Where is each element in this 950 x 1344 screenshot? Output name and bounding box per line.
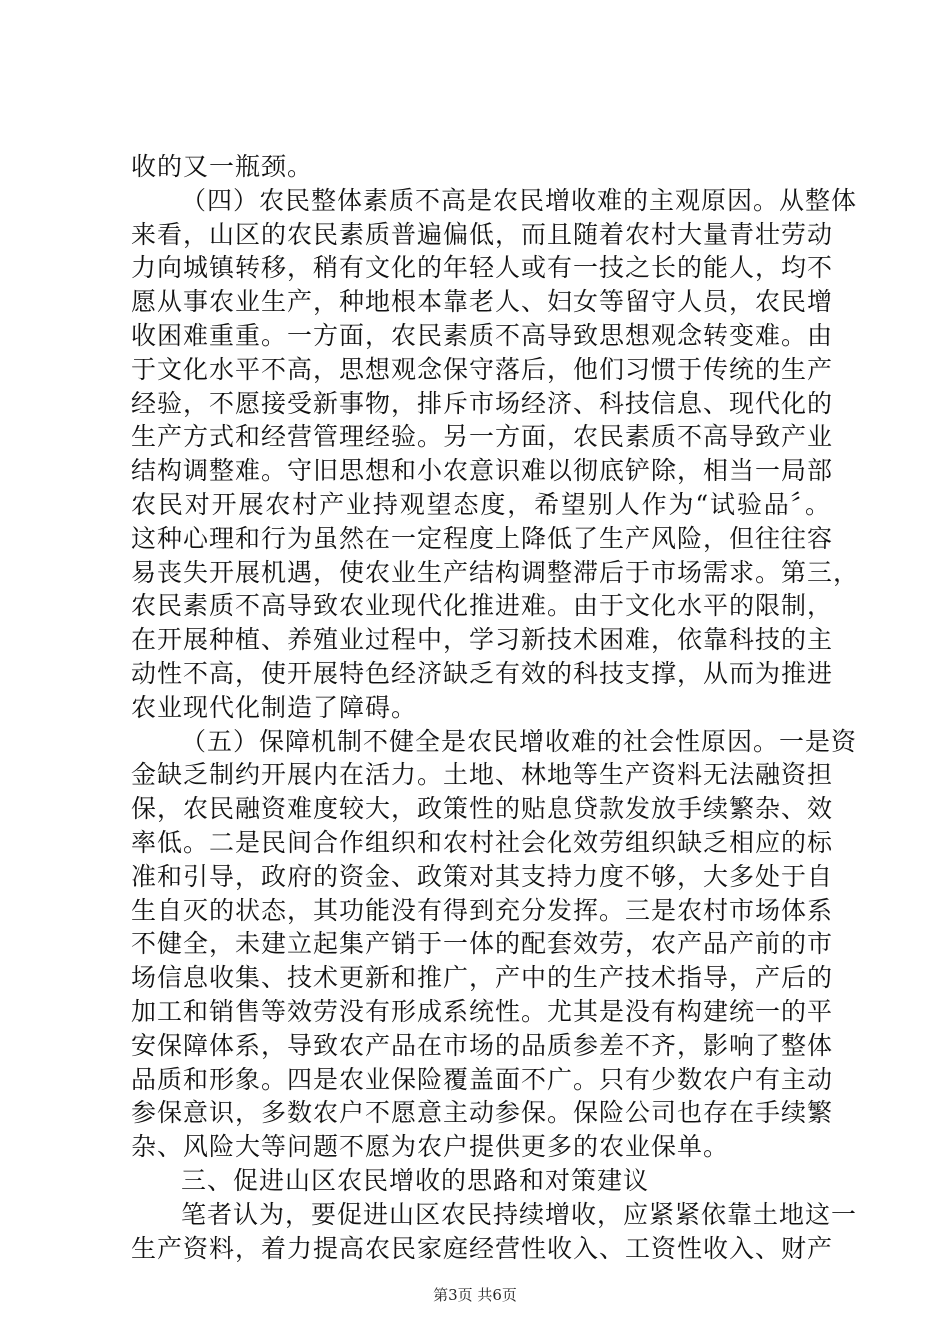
document-body bbox=[131, 150, 860, 1265]
text-line: 准和引导，政府的资金、政策对其支持力度不够，大多处于自 bbox=[131, 861, 834, 891]
text-line: 收的又一瓶颈。 bbox=[131, 152, 314, 181]
text-line: 易丧失开展机遇，使农业生产结构调整滞后于市场需求。第三， bbox=[131, 557, 860, 587]
text-line: 杂、风险大等问题不愿为农户提供更多的农业保单。 bbox=[131, 1132, 730, 1162]
text-line: 金缺乏制约开展内在活力。土地、林地等生产资料无法融资担 bbox=[131, 760, 834, 790]
text-line: 力向城镇转移，稍有文化的年轻人或有一技之长的能人，均不 bbox=[131, 253, 834, 283]
text-line: 农业现代化制造了障碍。 bbox=[131, 692, 418, 722]
text-line: 安保障体系，导致农产品在市场的品质参差不齐，影响了整体 bbox=[131, 1030, 834, 1060]
text-line: 品质和形象。四是农业保险覆盖面不广。只有少数农户有主动 bbox=[131, 1064, 834, 1094]
text-line: 在开展种植、养殖业过程中，学习新技术困难，依靠科技的主 bbox=[131, 625, 834, 655]
text-line: 农民对开展农村产业持观望态度，希望别人作为“试验品〞。 bbox=[131, 489, 831, 519]
text-line: 生产资料，着力提高农民家庭经营性收入、工资性收入、财产 bbox=[131, 1233, 834, 1263]
text-line: 不健全，未建立起集产销于一体的配套效劳，农产品产前的市 bbox=[131, 929, 834, 959]
paragraph-heading-4: （四）农民整体素质不高是农民增收难的主观原因。从整体 bbox=[181, 185, 858, 215]
text-line: 率低。二是民间合作组织和农村社会化效劳组织缺乏相应的标 bbox=[131, 827, 834, 857]
text-line: 收困难重重。一方面，农民素质不高导致思想观念转变难。由 bbox=[131, 320, 834, 350]
text-line: 场信息收集、技术更新和推广，产中的生产技术指导，产后的 bbox=[131, 963, 834, 993]
text-line: 农民素质不高导致农业现代化推进难。由于文化水平的限制， bbox=[131, 591, 834, 621]
text-line: 保，农民融资难度较大，政策性的贴息贷款发放手续繁杂、效 bbox=[131, 794, 834, 824]
text-line: 动性不高，使开展特色经济缺乏有效的科技支撑，从而为推进 bbox=[131, 658, 834, 688]
text-line: 生产方式和经营管理经验。另一方面，农民素质不高导致产业 bbox=[131, 422, 834, 452]
text-line: 参保意识，多数农户不愿意主动参保。保险公司也存在手续繁 bbox=[131, 1098, 834, 1128]
paragraph-heading-5: （五）保障机制不健全是农民增收难的社会性原因。一是资 bbox=[181, 726, 858, 756]
text-line: 生自灭的状态，其功能没有得到充分发挥。三是农村市场体系 bbox=[131, 895, 834, 925]
text-line: 于文化水平不高，思想观念保守落后，他们习惯于传统的生产 bbox=[131, 354, 834, 384]
text-line: 结构调整难。守旧思想和小农意识难以彻底铲除，相当一局部 bbox=[131, 456, 834, 486]
text-line: 愿从事农业生产，种地根本靠老人、妇女等留守人员，农民增 bbox=[131, 287, 834, 317]
text-line: 这种心理和行为虽然在一定程度上降低了生产风险，但往往容 bbox=[131, 523, 834, 553]
page-footer: 第3页 共6页 bbox=[433, 1286, 517, 1304]
section-heading-3: 三、促进山区农民增收的思路和对策建议 bbox=[181, 1165, 650, 1195]
text-line: 笔者认为，要促进山区农民持续增收，应紧紧依靠土地这一 bbox=[181, 1199, 858, 1229]
text-line: 来看，山区的农民素质普遍偏低，而且随着农村大量青壮劳动 bbox=[131, 219, 834, 249]
text-line: 加工和销售等效劳没有形成系统性。尤其是没有构建统一的平 bbox=[131, 996, 834, 1026]
text-line: 经验，不愿接受新事物，排斥市场经济、科技信息、现代化的 bbox=[131, 388, 834, 418]
